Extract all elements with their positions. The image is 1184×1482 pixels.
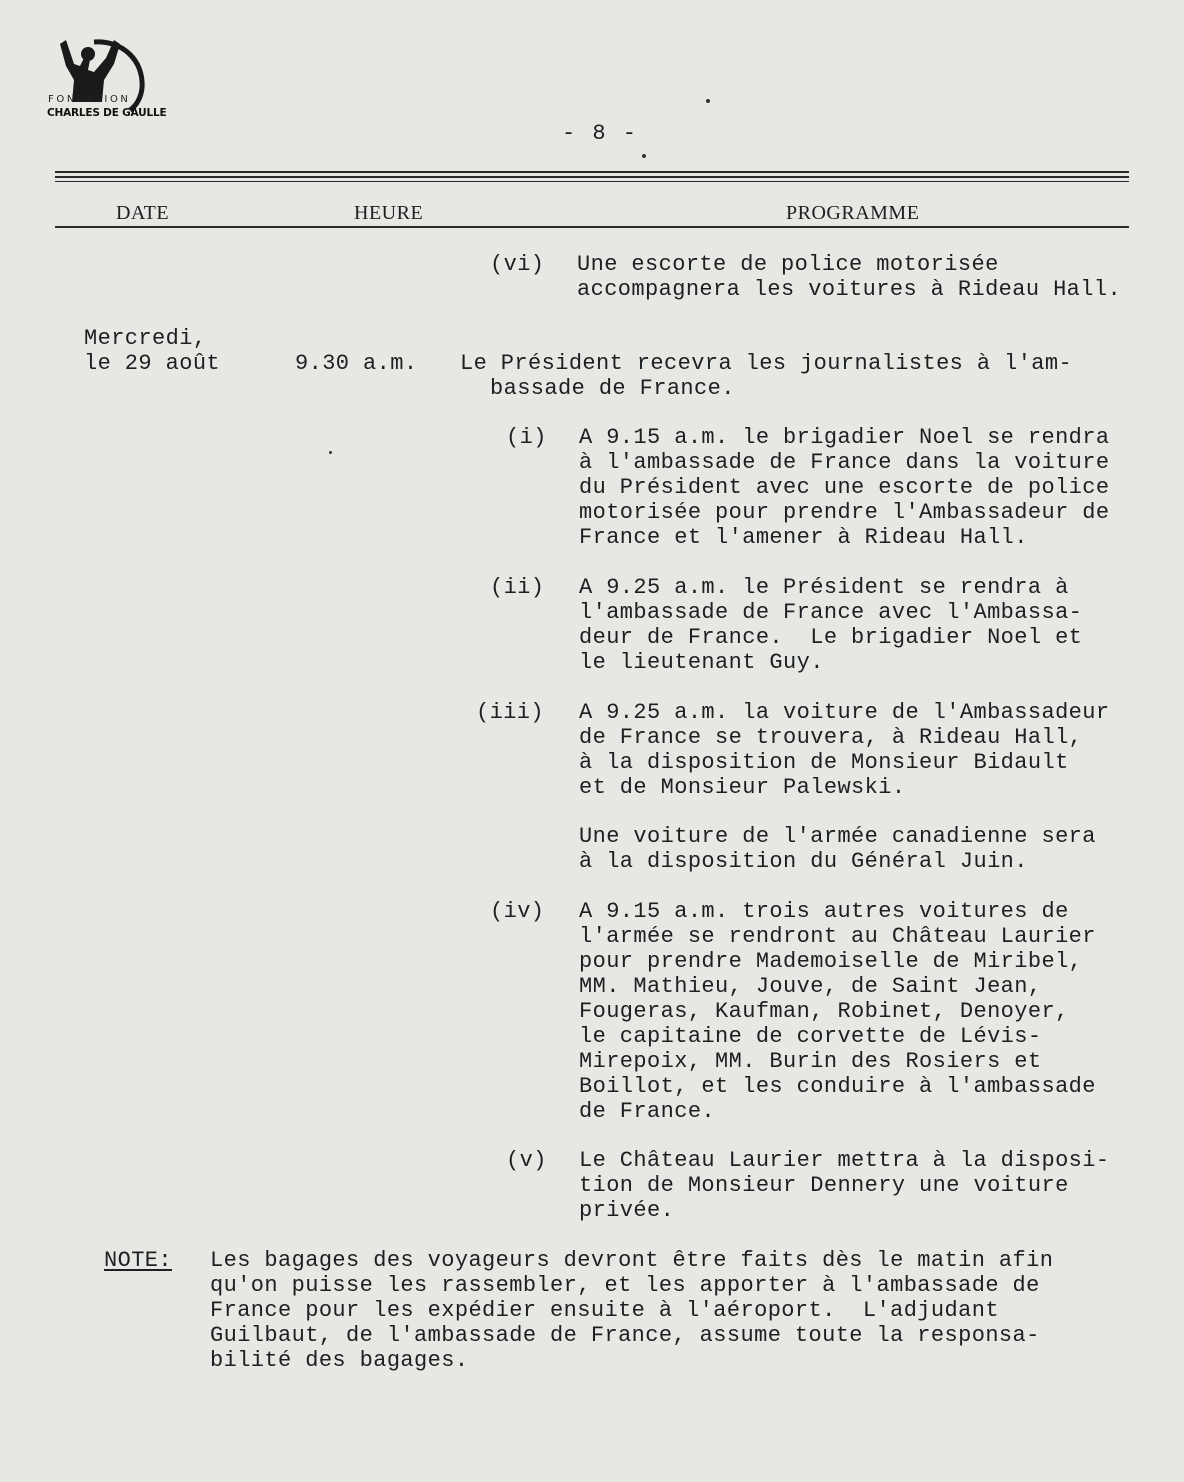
item-vi-line: Une escorte de police motorisée	[577, 252, 999, 277]
top-rule-3	[55, 181, 1129, 182]
paper-speck	[329, 451, 332, 454]
item-i-line: du Président avec une escorte de police	[579, 475, 1110, 500]
item-iv-line: Fougeras, Kaufman, Robinet, Denoyer,	[579, 999, 1069, 1024]
item-iii-marker: (iii)	[476, 700, 545, 725]
page-number: - 8 -	[562, 121, 639, 146]
logo-line2: CHARLES DE GAULLE	[47, 107, 167, 119]
top-rule-2	[55, 176, 1129, 178]
note-line: Guilbaut, de l'ambassade de France, assume toute la responsa-	[210, 1323, 1040, 1348]
header-rule	[55, 226, 1129, 228]
item-ii-line: A 9.25 a.m. le Président se rendra à	[579, 575, 1069, 600]
note-line: Les bagages des voyageurs devront être faits dès le matin afin	[210, 1248, 1054, 1273]
main-line1: Le Président recevra les journalistes à l'am-	[460, 351, 1073, 376]
day-line2: le 29 août	[84, 351, 221, 376]
item-iv-line: Boillot, et les conduire à l'ambassade	[579, 1074, 1096, 1099]
item-v-line: privée.	[579, 1198, 675, 1223]
item-i-line: à l'ambassade de France dans la voiture	[579, 450, 1110, 475]
item-extra-line: à la disposition du Général Juin.	[579, 849, 1028, 874]
item-ii-marker: (ii)	[490, 575, 545, 600]
item-iv-line: l'armée se rendront au Château Laurier	[579, 924, 1096, 949]
item-iv-line: de France.	[579, 1099, 716, 1124]
main-line2: bassade de France.	[490, 376, 735, 401]
item-v-line: tion de Monsieur Dennery une voiture	[579, 1173, 1069, 1198]
item-ii-line: le lieutenant Guy.	[579, 650, 824, 675]
item-ii-line: deur de France. Le brigadier Noel et	[579, 625, 1083, 650]
item-i-marker: (i)	[506, 425, 547, 450]
header-programme: PROGRAMME	[786, 202, 920, 224]
item-extra-line: Une voiture de l'armée canadienne sera	[579, 824, 1096, 849]
item-iv-line: le capitaine de corvette de Lévis-	[579, 1024, 1042, 1049]
paper-speck	[642, 154, 646, 158]
item-iv-marker: (iv)	[490, 899, 545, 924]
item-iii-line: A 9.25 a.m. la voiture de l'Ambassadeur	[579, 700, 1110, 725]
item-vi-marker: (vi)	[490, 252, 545, 277]
header-date: DATE	[116, 202, 170, 224]
logo-line1: FONDATION	[48, 94, 131, 105]
header-heure: HEURE	[354, 202, 424, 224]
item-iii-line: et de Monsieur Palewski.	[579, 775, 906, 800]
top-rule-1	[55, 171, 1129, 173]
item-iv-line: Mirepoix, MM. Burin des Rosiers et	[579, 1049, 1042, 1074]
item-vi-line: accompagnera les voitures à Rideau Hall.	[577, 277, 1122, 302]
item-iii-line: à la disposition de Monsieur Bidault	[579, 750, 1069, 775]
item-v-line: Le Château Laurier mettra à la disposi-	[579, 1148, 1110, 1173]
item-i-line: A 9.15 a.m. le brigadier Noel se rendra	[579, 425, 1110, 450]
time-value: 9.30 a.m.	[295, 351, 418, 376]
item-i-line: France et l'amener à Rideau Hall.	[579, 525, 1028, 550]
item-iv-line: pour prendre Mademoiselle de Miribel,	[579, 949, 1083, 974]
item-ii-line: l'ambassade de France avec l'Ambassa-	[579, 600, 1083, 625]
note-line: France pour les expédier ensuite à l'aéroport. L'adjudant	[210, 1298, 999, 1323]
item-iii-line: de France se trouvera, à Rideau Hall,	[579, 725, 1083, 750]
item-iv-line: MM. Mathieu, Jouve, de Saint Jean,	[579, 974, 1042, 999]
item-v-marker: (v)	[506, 1148, 547, 1173]
note-label: NOTE:	[104, 1248, 173, 1273]
item-i-line: motorisée pour prendre l'Ambassadeur de	[579, 500, 1110, 525]
note-line: qu'on puisse les rassembler, et les apporter à l'ambassade de	[210, 1273, 1040, 1298]
item-iv-line: A 9.15 a.m. trois autres voitures de	[579, 899, 1069, 924]
day-line1: Mercredi,	[84, 326, 207, 351]
note-line: bilité des bagages.	[210, 1348, 469, 1373]
paper-speck	[706, 99, 710, 103]
